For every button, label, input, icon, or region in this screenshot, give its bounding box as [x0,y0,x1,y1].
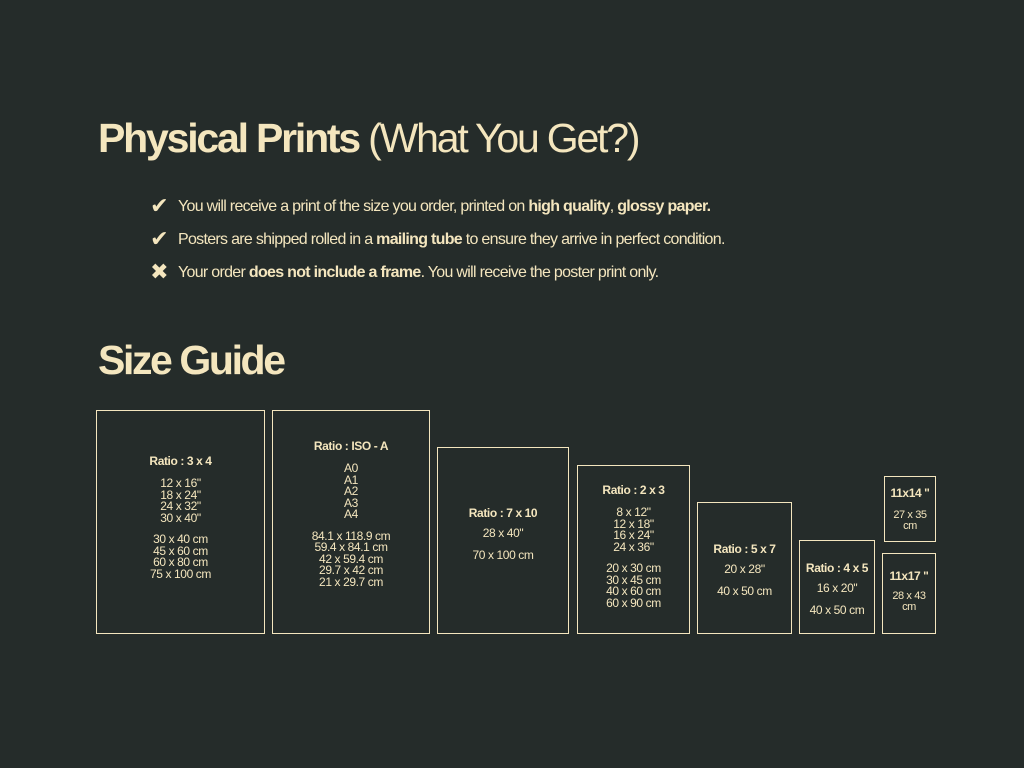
cm-sizes: 20 x 30 cm 30 x 45 cm 40 x 60 cm 60 x 90 cm [606,561,661,610]
size-box-iso-a [272,410,430,634]
cm-sizes: 70 x 100 cm [472,547,534,562]
size-box-11x14 [884,476,936,542]
inch-sizes: 28 x 40" [482,526,524,540]
size-box-7x10 [437,447,569,634]
ratio-label: 11x14 " [890,486,930,500]
ratio-label: Ratio : 2 x 3 [602,483,665,497]
page-title [98,115,639,161]
inch-sizes: 20 x 28" [724,562,765,576]
size-box-3x4 [96,410,265,634]
cm-sizes: 28 x 43 cm [892,590,926,613]
inch-sizes: 8 x 12" 12 x 18" 16 x 24" 24 x 36" [613,505,654,554]
size-box-5x7 [697,502,792,634]
ratio-label: Ratio : 5 x 7 [713,542,776,556]
title-light: (What You Get?) [368,115,639,161]
ratio-label: 11x17 " [889,569,929,583]
feature-item: ✖ Your order does not include a frame. You will receive the poster print only. [148,261,658,283]
size-guide-title: Size Guide [98,337,284,383]
check-icon: ✔ [150,193,168,218]
inch-sizes: 12 x 16" 18 x 24" 24 x 32" 30 x 40" [160,476,201,525]
cm-sizes: 84.1 x 118.9 cm 59.4 x 84.1 cm 42 x 59.4 cm 29.7 x 42 cm 21 x 29.7 cm [311,528,391,589]
cross-icon: ✖ [150,259,168,284]
size-box-11x17 [882,553,936,634]
cm-sizes: 40 x 50 cm [809,602,865,617]
feature-item: ✔ You will receive a print of the size you order, printed on high quality, glossy paper. [148,195,710,217]
title-bold: Physical Prints [98,115,359,161]
inch-sizes: A0 A1 A2 A3 A4 [344,461,358,521]
cm-sizes: 27 x 35 cm [893,509,927,532]
cm-sizes: 40 x 50 cm [717,583,772,598]
ratio-label: Ratio : 4 x 5 [805,561,869,575]
cm-sizes: 30 x 40 cm 45 x 60 cm 60 x 80 cm 75 x 100 cm [150,532,211,581]
size-box-2x3 [577,465,690,634]
check-icon: ✔ [150,226,168,251]
size-box-4x5 [799,540,875,634]
inch-sizes: 16 x 20" [816,581,858,595]
ratio-label: Ratio : ISO - A [313,439,389,453]
ratio-label: Ratio : 7 x 10 [468,506,538,520]
ratio-label: Ratio : 3 x 4 [149,454,212,468]
feature-item: ✔ Posters are shipped rolled in a mailing tube to ensure they arrive in perfect condition. [148,228,725,250]
